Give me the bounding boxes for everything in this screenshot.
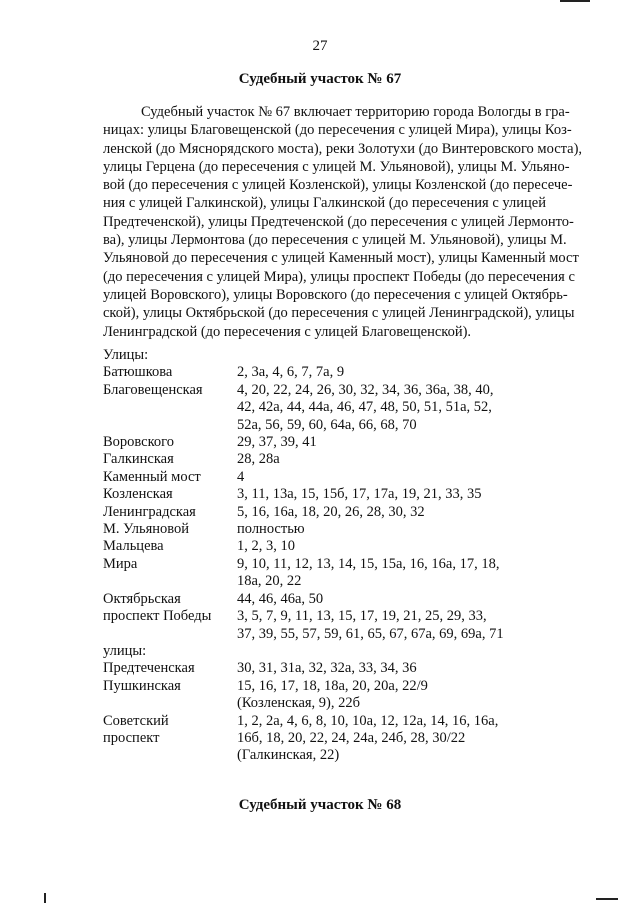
house-numbers-line: 1, 2, 2а, 4, 6, 8, 10, 10а, 12, 12а, 14, 16, 16а, <box>237 712 499 729</box>
street-name: Батюшкова <box>103 364 173 381</box>
house-numbers <box>237 469 543 486</box>
house-numbers-line: 29, 37, 39, 41 <box>237 434 317 451</box>
street-row <box>103 382 543 434</box>
paragraph-line: Судебный участок № 67 включает территорию города Вологды в гра- <box>141 104 570 120</box>
scan-mark-top <box>560 0 590 2</box>
streets2-header: улицы: <box>103 642 147 659</box>
house-numbers-line: 9, 10, 11, 12, 13, 14, 15, 15а, 16, 16а, 17, 18, <box>237 555 500 572</box>
house-numbers-line: (Козленская, 9), 22б <box>237 695 361 712</box>
house-numbers <box>237 521 543 538</box>
house-numbers-line: 4, 20, 22, 24, 26, 30, 32, 34, 36, 36а, 38, 40, <box>237 381 494 398</box>
house-numbers-line: 16б, 18, 20, 22, 24, 24а, 24б, 28, 30/22 <box>237 729 466 746</box>
street-row <box>103 538 543 555</box>
house-numbers <box>237 660 543 677</box>
street-name: Благовещенская <box>103 381 203 398</box>
street-name: М. Ульяновой <box>103 521 190 538</box>
street-name: Предтеченская <box>103 660 195 677</box>
house-numbers-line: 42, 42а, 44, 44а, 46, 47, 48, 50, 51, 51а, 52, <box>237 399 492 416</box>
paragraph-line: улицы Герцена (до пересечения с улицей М. Ульяновой), улицы М. Ульяно- <box>103 158 570 175</box>
house-numbers <box>237 382 543 434</box>
paragraph-line: Ленинградской (до пересечения с улицей Благовещенской). <box>103 323 472 340</box>
streets-header: Улицы: <box>103 347 149 363</box>
paragraph-line: вой (до пересечения с улицей Козленской), улицы Козленской (до пересече- <box>103 177 573 194</box>
street-name: Галкинская <box>103 451 174 468</box>
street-list <box>103 347 543 765</box>
house-numbers-line: (Галкинская, 22) <box>237 747 340 764</box>
section-heading-68: Судебный участок № 68 <box>238 797 402 813</box>
house-numbers <box>237 451 543 468</box>
house-numbers-line: 44, 46, 46а, 50 <box>237 590 324 607</box>
paragraph-line: ской), улицы Октябрьской (до пересечения с улицей Ленинградской), улицы <box>103 305 575 322</box>
street-name: Ленинградская <box>103 503 196 520</box>
house-numbers <box>237 486 543 503</box>
paragraph-line: ленской (до Мяснорядского моста), реки Золотухи (до Винтеровского моста), <box>103 140 583 157</box>
house-numbers-line: 37, 39, 55, 57, 59, 61, 65, 67, 67а, 69, 69а, 71 <box>237 625 504 642</box>
house-numbers-line: 2, 3а, 4, 6, 7, 7а, 9 <box>237 364 345 381</box>
house-numbers <box>237 538 543 555</box>
paragraph-line: ния с улицей Галкинской), улицы Галкинской (до пересечения с улицей <box>103 195 546 212</box>
street-name: проспект Победы <box>103 608 212 625</box>
house-numbers <box>237 591 543 608</box>
house-numbers <box>237 556 543 591</box>
scan-mark-bottom-right <box>596 898 618 900</box>
street-row <box>103 660 543 677</box>
street-row <box>103 713 543 765</box>
house-numbers-line: 1, 2, 3, 10 <box>237 538 295 555</box>
street-name: Мальцева <box>103 538 164 555</box>
street-row <box>103 504 543 521</box>
paragraph-line: ва), улицы Лермонтова (до пересечения с улицей М. Ульяновой), улицы М. <box>103 232 567 249</box>
page-number: 27 <box>312 38 328 54</box>
house-numbers-line: 30, 31, 31а, 32, 32а, 33, 34, 36 <box>237 660 417 677</box>
house-numbers-line: 15, 16, 17, 18, 18а, 20, 20а, 22/9 <box>237 677 428 694</box>
street-row <box>103 469 543 486</box>
street-row <box>103 678 543 713</box>
streets2-table <box>103 660 543 764</box>
description-paragraph <box>103 103 583 341</box>
scan-mark-bottom-left <box>44 893 46 903</box>
street-name: Пушкинская <box>103 677 181 694</box>
street-name: Козленская <box>103 486 173 503</box>
street-name: Мира <box>103 555 138 572</box>
street-row <box>103 364 543 381</box>
paragraph-line: улицей Воровского), улицы Воровского (до пересечения с улицей Октябрь- <box>103 286 568 303</box>
house-numbers-line: 52а, 56, 59, 60, 64а, 66, 68, 70 <box>237 416 417 433</box>
street-name: Советский проспект <box>103 712 169 746</box>
paragraph-line: Ульяновой до пересечения с улицей Каменный мост), улицы Каменный мост <box>103 250 579 267</box>
street-name: Каменный мост <box>103 468 201 485</box>
paragraph-line: (до пересечения с улицей Мира), улицы проспект Победы (до пересечения с <box>103 268 575 285</box>
house-numbers-line: 18а, 20, 22 <box>237 573 302 590</box>
house-numbers <box>237 434 543 451</box>
house-numbers-line: 3, 5, 7, 9, 11, 13, 15, 17, 19, 21, 25, 29, 33, <box>237 608 487 625</box>
paragraph-line: Предтеченской), улицы Предтеченской (до пересечения с улицей Лермонто- <box>103 213 574 230</box>
house-numbers-line: 4 <box>237 468 245 485</box>
house-numbers <box>237 364 543 381</box>
street-row <box>103 434 543 451</box>
street-row <box>103 451 543 468</box>
house-numbers <box>237 713 543 765</box>
house-numbers-line: 5, 16, 16а, 18, 20, 26, 28, 30, 32 <box>237 503 425 520</box>
paragraph-line: ницах: улицы Благовещенской (до пересечения с улицей Мира), улицы Коз- <box>103 122 572 139</box>
street-name: Октябрьская <box>103 590 181 607</box>
street-name: Воровского <box>103 434 175 451</box>
streets-table <box>103 364 543 643</box>
house-numbers-line: 28, 28а <box>237 451 280 468</box>
street-row <box>103 556 543 591</box>
house-numbers <box>237 608 543 643</box>
street-row <box>103 486 543 503</box>
house-numbers-line: 3, 11, 13а, 15, 15б, 17, 17а, 19, 21, 33, 35 <box>237 486 482 503</box>
street-row <box>103 521 543 538</box>
house-numbers-line: полностью <box>237 521 305 538</box>
section-heading-67: Судебный участок № 67 <box>238 71 402 87</box>
house-numbers <box>237 678 543 713</box>
house-numbers <box>237 504 543 521</box>
street-row <box>103 591 543 608</box>
street-row <box>103 608 543 643</box>
